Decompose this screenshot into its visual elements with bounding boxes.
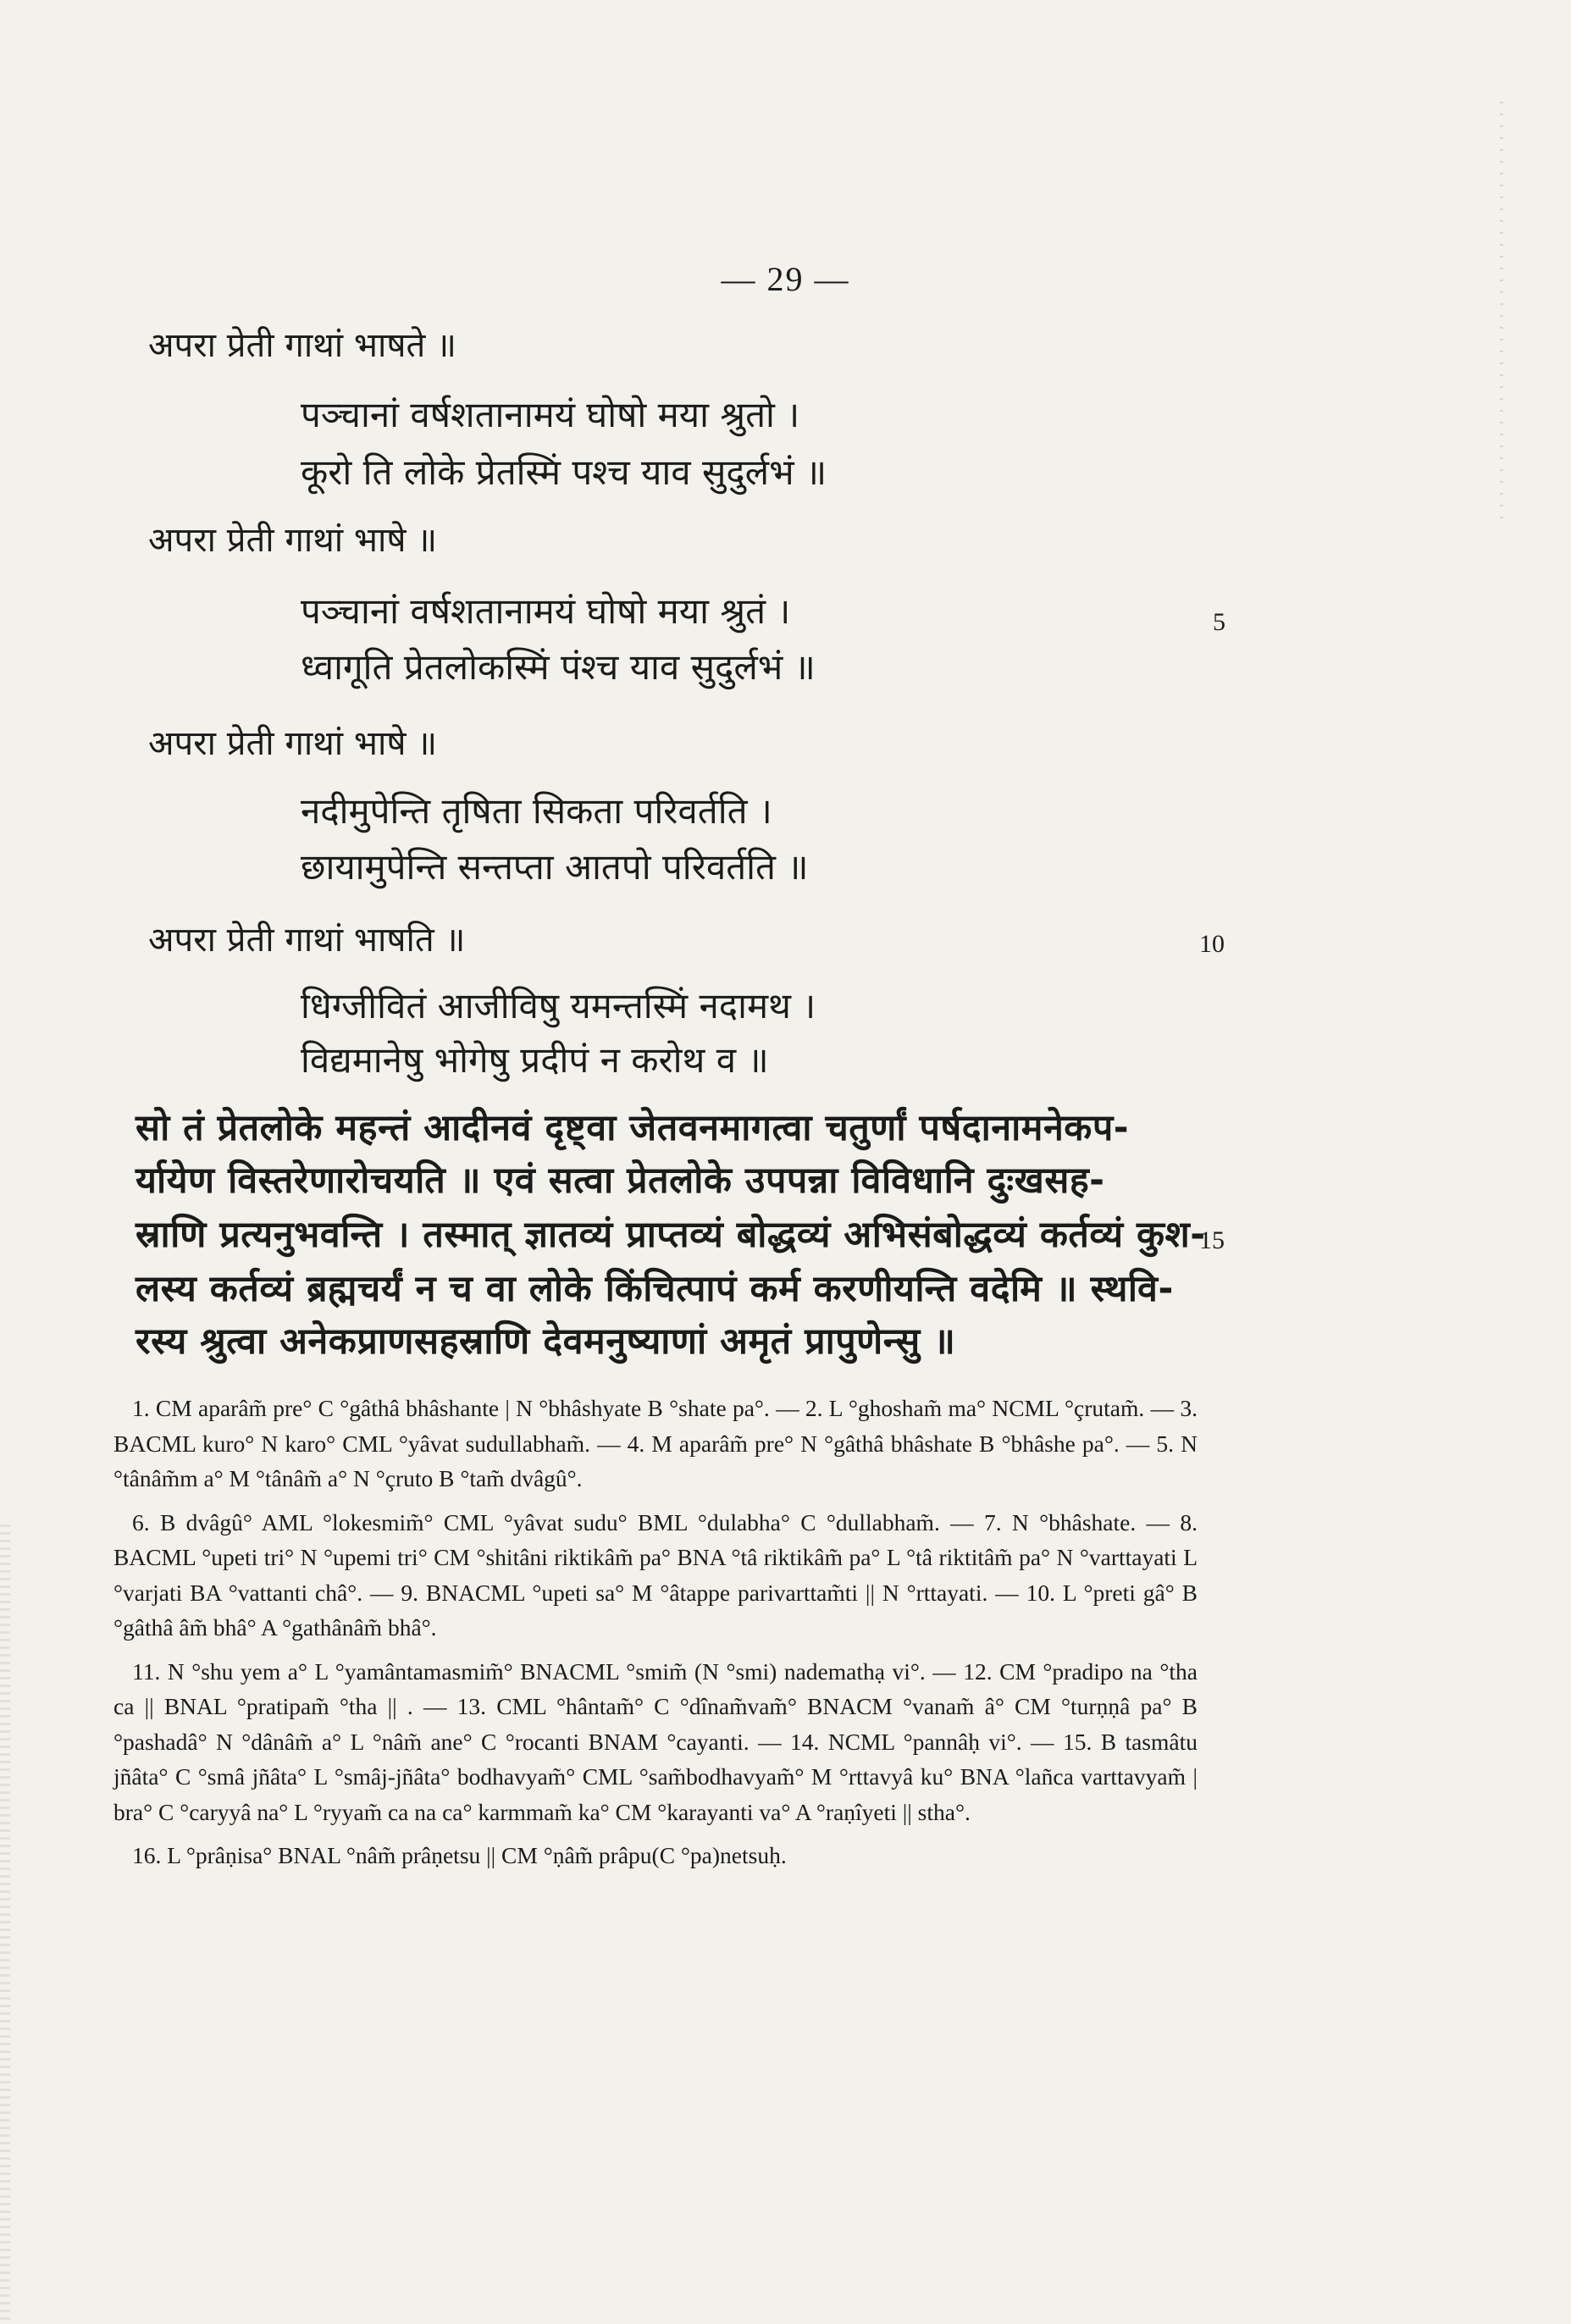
footnotes [113,1391,1198,1882]
line-number-10: 10 [1199,930,1225,958]
prose-line-4: लस्य कर्तव्यं ब्रह्मचर्यं न च वा लोके किंचित्पापं कर्म करणीयन्ति वदेमि ॥ स्थवि- [136,1268,1174,1310]
line-number-15: 15 [1199,1226,1225,1254]
footnote-paragraph: 6. B dvâgû° AML °lokesmim̃° CML °yâvat sudu° BML °dulabha° C °dullabham̃. — 7. N °bhâshate. — 8. BACML °upeti tri° N °upemi tri° CM °shitâni riktikâm̃ pa° BNA °tâ riktikâm̃ pa° L °tâ riktitâm̃ pa° N °varttayati L °varjati BA °vattanti châ°. — 9. BNACML °upeti sa° M °âtappe parivarttam̃ti || N °rttayati. — 10. L °preti gâ° B °gâthâ âm̃ bhâ° A °gathânâm̃ bhâ°. [113,1508,1198,1641]
prose-line-1: सो तं प्रेतलोके महन्तं आदीनवं दृष्ट्वा जेतवनमागत्वा चतुर्णां पर्षदानामनेकप- [136,1107,1130,1149]
verse-4a: धिग्जीवितं आजीविषु यमन्तस्मिं नदामथ । [301,985,816,1026]
verse-1b: कूरो ति लोके प्रेतस्मिं पश्च याव सुदुर्लभं ॥ [301,451,827,493]
verse-1a: पञ्चानां वर्षशतानामयं घोषो मया श्रुतो । [301,394,800,435]
page-edge-right [1500,102,1503,525]
page-edge-left [0,1524,10,2324]
verse-3b: छायामुपेन्ति सन्तप्ता आतपो परिवर्तति ॥ [301,846,809,888]
verse-intro-1: अपरा प्रेती गाथां भाषते ॥ [148,326,456,365]
footnote-paragraph: 1. CM aparâm̃ pre° C °gâthâ bhâshante | N °bhâshyate B °shate pa°. — 2. L °ghosham̃ ma° NCML °çrutam̃. — 3. BACML kuro° N karo° CML °yâvat sudullabham̃. — 4. M aparâm̃ pre° N °gâthâ bhâshate B °bhâshe pa°. — 5. N °tânâm̃m a° M °tânâm̃ a° N °çruto B °tam̃ dvâgû°. [113,1395,1198,1491]
verse-2a: पञ्चानां वर्षशतानामयं घोषो मया श्रुतं । [301,590,791,632]
verse-2b: ध्वागूति प्रेतलोकस्मिं पंश्च याव सुदुर्लभं ॥ [301,646,816,688]
page-number: — 29 — [721,260,850,298]
footnote-paragraph: 11. N °shu yem a° L °yamântamasmim̃° BNACML °smim̃ (N °smi) nademathạ vi°. — 12. CM °pradipo na °tha ca || BNAL °pratipam̃ °tha || . — 13. CML °hântam̃° C °dînam̃vam̃° BNACM °vanam̃ â° CM °turṇṇâ pa° B °pashadâ° N °dânâm̃ a° L °nâm̃ ane° C °rocanti BNAM °cayanti. — 14. NCML °pannâḥ vi°. — 15. B tasmâtu jñâta° C °smâ jñâta° L °smâj-jñâta° bodhavyam̃° CML °sam̃bodhavyam̃° M °rttavyâ ku° BNA °lañca varttavyam̃ | bra° C °caryyâ na° L °ryyam̃ ca na ca° karmmam̃ ka° CM °karayanti va° A °raṇîyeti || stha°. [113,1657,1198,1825]
footnote-paragraph: 16. L °prâṇisa° BNAL °nâm̃ prâṇetsu || CM °ṇâm̃ prâpu(C °pa)netsuḥ. [132,1842,787,1868]
prose-line-5: रस्य श्रुत्वा अनेकप्राणसहस्राणि देवमनुष्याणां अमृतं प्रापुणेन्सु ॥ [136,1320,956,1363]
verse-4b: विद्यमानेषु भोगेषु प्रदीपं न करोथ व ॥ [301,1039,769,1081]
prose-line-2: र्यायेण विस्तरेणारोचयति ॥ एवं सत्वा प्रेतलोके उपपन्ना विविधानि दुःखसह- [136,1159,1105,1202]
verse-intro-3: अपरा प्रेती गाथां भाषे ॥ [148,724,438,763]
verse-3a: नदीमुपेन्ति तृषिता सिकता परिवर्तति । [301,790,772,832]
verse-intro-4: अपरा प्रेती गाथां भाषति ॥ [148,921,466,960]
line-number-5: 5 [1213,608,1225,636]
prose-line-3: स्राणि प्रत्यनुभवन्ति । तस्मात् ज्ञातव्यं प्राप्तव्यं बोद्धव्यं अभिसंबोद्धव्यं कर्तव्यं कुश- [136,1214,1206,1256]
verse-intro-2: अपरा प्रेती गाथां भाषे ॥ [148,521,438,560]
